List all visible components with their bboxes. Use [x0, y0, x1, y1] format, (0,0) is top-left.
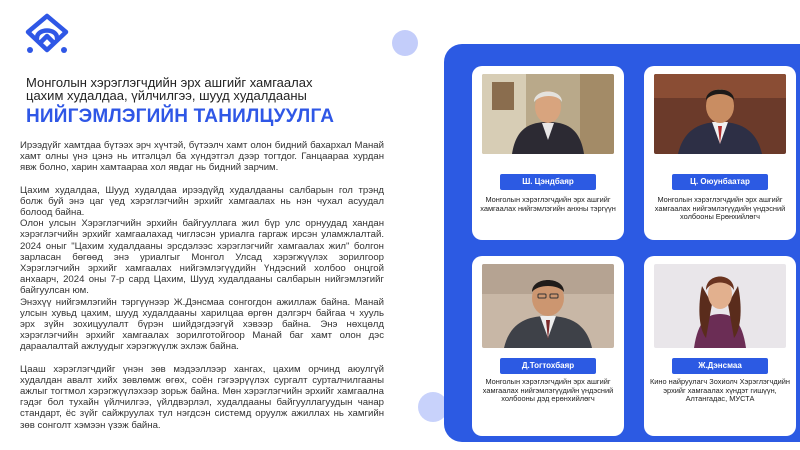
profile-card — [472, 66, 624, 240]
subtitle-line-1: Монголын хэрэглэгчдийн эрх ашгийг хамгаалах — [26, 75, 313, 90]
profile-role: Монголын хэрэглэгчдийн эрх ашгийг хамгаалах нийгэмлэгүүдийн үндэсний холбооны Ерөнхийлөгч — [654, 195, 786, 222]
paragraph: Ирээдүйг хамтдаа бүтээх эрч хүчтэй, бүтээлч хамт олон бидний бахархал Манай хамт олны үнэ цэнэ нь итгэлцэл ба хүндэтгэл дээр тогтдог. Ганцаараа хурдан явж болно, харин хамтаараа хол явдаг нь бидний зарчим. — [20, 140, 384, 174]
page-header — [26, 76, 406, 128]
profile-card — [644, 256, 796, 436]
paragraph: Олон улсын Хэрэглэгчийн эрхийн байгууллага жил бүр улс орнуудад хандан хэрэглэгчийн эрхийг хамгаалахад чиглэсэн уриалга гаргаж ирсэн уламжлалтай. 2024 оныг "Цахим худалдааны эрсдэлээс хэрэглэгчийг хамгаалах жил" болгон зарласан бөгөөд энэ уриалгыг Монгол Улсад хэрэгжүүлэх зорилгоор Хэрэглэгчийн эрхийг хамгаалах нийгэмлэгүүдийн Үндэсний холбоо онцгой анхаарч, 2024 оны 7-р сард Цахим, Шууд худалдааны салбарын нийгэмлэгийг байгуулсан юм. — [20, 218, 384, 297]
profile-name: Ш. Цэндбаяр — [500, 174, 596, 190]
page-title: НИЙГЭМЛЭГИЙН ТАНИЛЦУУЛГА — [26, 106, 335, 127]
paragraph: Энэхүү нийгэмлэгийн тэргүүнээр Ж.Дэнсмаа сонгогдон ажиллаж байна. Манай улсын хувьд цахим, шууд худалдааны харилцаа өргөн дэлгэрч байгаа ч хууль эрх зүйн зохицуулалт бүрэн шийдэгдээгүй хэвээр байна. Энэ нөхцөлд хэрэглэгчийн эрхийг хамгаалах зорилготойгоор Манай баг хамт олон дэс дараалалтай ажлуудыг хэрэгжүүлж эхлэж байна. — [20, 296, 384, 353]
subtitle-line-2: цахим худалдаа, үйлчилгээ, шууд худалдааны — [26, 88, 307, 103]
profile-role: Кино найруулагч Зохиолч Хэрэглэгчдийн эрхийг хамгаалах хүндэт гишүүн, Алтангадас, МУСТА — [650, 377, 790, 404]
decorative-circle — [392, 30, 418, 56]
profile-card — [472, 256, 624, 436]
profile-name: Д.Тогтохбаяр — [500, 358, 596, 374]
profile-name: Ц. Оюунбаатар — [672, 174, 768, 190]
profile-photo — [482, 74, 614, 154]
paragraph: Цахим худалдаа, Шууд худалдаа ирээдүйд худалдааны салбарын гол трэнд болж буй энэ цаг үед хэрэглэгчийн эрхийг хамгаалах нь нэн чухал асуудал болоод байна. — [20, 184, 384, 219]
profile-photo — [654, 74, 786, 154]
profile-photo — [482, 264, 614, 348]
profile-role: Монголын хэрэглэгчдийн эрх ашгийг хамгаалах нийгэмлэгүүдийн үндэсний холбооны дэд ерөнхийлөгч — [482, 377, 614, 404]
profile-photo — [654, 264, 786, 348]
profile-role: Монголын хэрэглэгчдийн эрх ашгийг хамгаалах нийгэмлэгийн анхны тэргүүн — [480, 195, 616, 213]
profile-name: Ж.Дэнсмаа — [672, 358, 768, 374]
paragraph: Цааш хэрэглэгчдийг үнэн зөв мэдээллээр хангах, цахим орчинд аюулгүй худалдан авалт хийх зөвлөмж өгөх, соён гэгээрүүлэх сургалт сурталчилгааны ажлыг тогтмол хэрэгжүүлэхээр зорьж байна. Мөн хэрэглэгчийн эрхийг хамгаална гэдэг бол тухайн үйлчилгээ, үйлдвэрлэл, худалдааны байгууллагуудын чанар стандарт, ёс зүйг сайжруулах тул нэгдсэн системд оруулж ажиллах нь хамгийн зөв сонголт хэмээн үзэж байна. — [20, 363, 384, 431]
profile-card — [644, 66, 796, 240]
intro-text — [20, 140, 384, 431]
consumer-protection-logo-icon — [22, 12, 72, 56]
profiles-panel — [444, 44, 800, 442]
